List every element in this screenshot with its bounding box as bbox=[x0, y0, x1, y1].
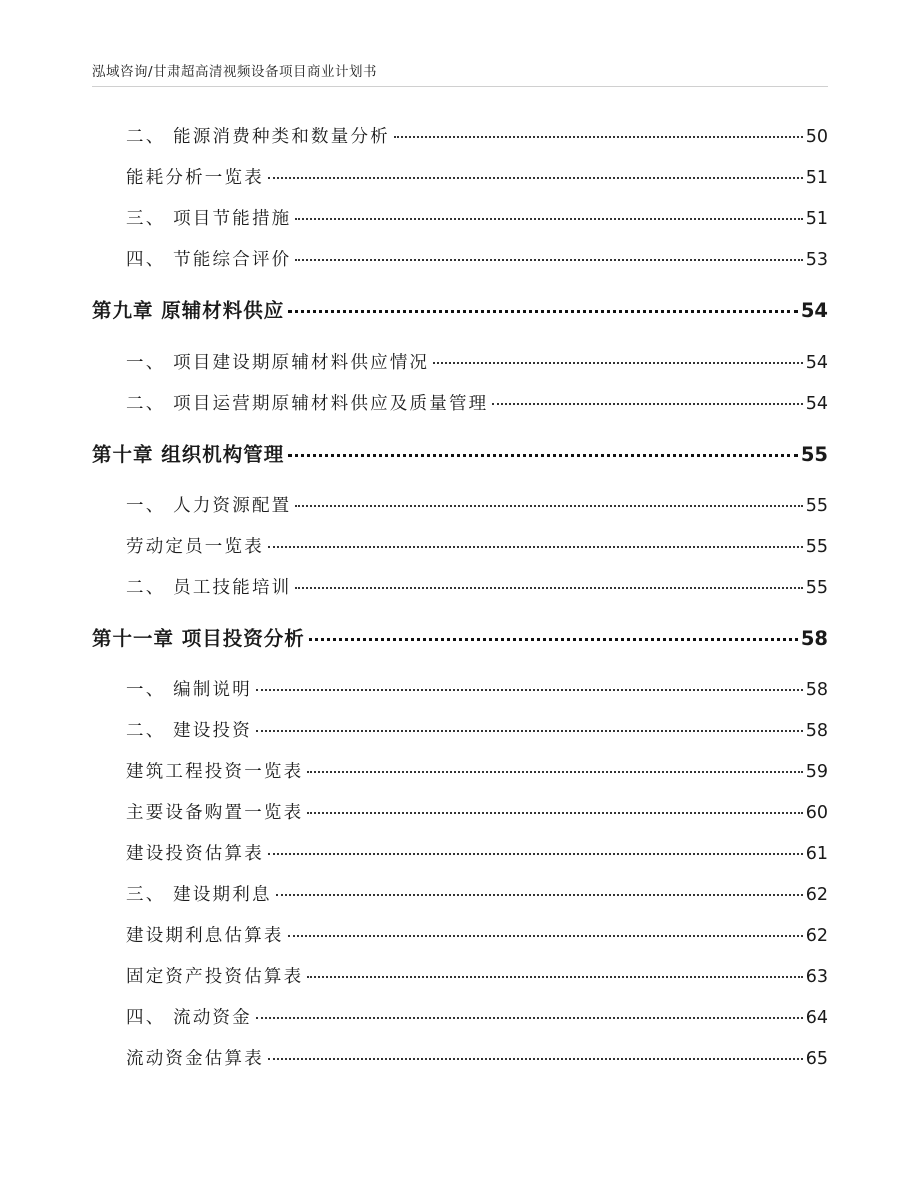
dot-leader bbox=[295, 218, 802, 220]
running-header: 泓域咨询/甘肃超高清视频设备项目商业计划书 bbox=[92, 64, 378, 80]
toc-entry-label: 流动资金估算表 bbox=[126, 1049, 264, 1069]
dot-leader bbox=[295, 259, 802, 261]
dot-leader bbox=[295, 587, 802, 589]
toc-chapter-label: 第十章 组织机构管理 bbox=[92, 443, 285, 466]
toc-page-number: 65 bbox=[805, 1049, 828, 1069]
toc-page-number: 55 bbox=[805, 496, 828, 516]
toc-entry-label: 一、 项目建设期原辅材料供应情况 bbox=[126, 353, 430, 373]
toc-chapter-label: 第九章 原辅材料供应 bbox=[92, 299, 285, 322]
toc-entry-label: 建设期利息估算表 bbox=[126, 926, 284, 946]
toc-page-number: 55 bbox=[800, 443, 828, 466]
toc-page-number: 60 bbox=[805, 803, 828, 823]
toc-page-number: 54 bbox=[805, 394, 828, 414]
toc-entry-label: 四、 流动资金 bbox=[126, 1008, 252, 1028]
toc-entry[interactable] bbox=[126, 840, 828, 865]
toc-page-number: 62 bbox=[805, 885, 828, 905]
toc-entry-label: 建设投资估算表 bbox=[126, 844, 264, 864]
toc-page-number: 50 bbox=[805, 127, 828, 147]
toc-entry[interactable] bbox=[126, 963, 828, 988]
toc-entry[interactable] bbox=[126, 922, 828, 947]
toc-page-number: 58 bbox=[800, 627, 828, 650]
toc-entry-label: 能耗分析一览表 bbox=[126, 168, 264, 188]
toc-entry-label: 一、 人力资源配置 bbox=[126, 496, 292, 516]
toc-entry[interactable] bbox=[126, 246, 828, 271]
dot-leader bbox=[276, 894, 803, 896]
toc-entry-label: 三、 项目节能措施 bbox=[126, 209, 292, 229]
dot-leader bbox=[433, 362, 802, 364]
toc-page-number: 59 bbox=[805, 762, 828, 782]
toc-entry-label: 固定资产投资估算表 bbox=[126, 967, 304, 987]
toc-entry[interactable] bbox=[126, 123, 828, 148]
toc-entry[interactable] bbox=[126, 758, 828, 783]
dot-leader bbox=[307, 976, 802, 978]
toc-page-number: 58 bbox=[805, 680, 828, 700]
dot-leader bbox=[268, 1058, 803, 1060]
toc-entry-label: 一、 编制说明 bbox=[126, 680, 252, 700]
toc-entry[interactable] bbox=[126, 881, 828, 906]
toc-page-number: 62 bbox=[805, 926, 828, 946]
dot-leader bbox=[268, 853, 803, 855]
toc-chapter-entry[interactable] bbox=[92, 623, 828, 651]
toc-page-number: 55 bbox=[805, 578, 828, 598]
toc-entry[interactable] bbox=[126, 574, 828, 599]
dot-leader bbox=[309, 638, 798, 641]
toc-entry[interactable] bbox=[126, 799, 828, 824]
toc-entry-label: 四、 节能综合评价 bbox=[126, 250, 292, 270]
toc-entry-label: 三、 建设期利息 bbox=[126, 885, 272, 905]
dot-leader bbox=[256, 1017, 803, 1019]
dot-leader bbox=[307, 771, 802, 773]
toc-entry[interactable] bbox=[126, 1004, 828, 1029]
toc-entry-label: 主要设备购置一览表 bbox=[126, 803, 304, 823]
toc-entry[interactable] bbox=[126, 164, 828, 189]
dot-leader bbox=[288, 310, 798, 313]
dot-leader bbox=[256, 689, 803, 691]
dot-leader bbox=[307, 812, 802, 814]
toc-entry[interactable] bbox=[126, 717, 828, 742]
toc-page-number: 54 bbox=[805, 353, 828, 373]
toc-page-number: 58 bbox=[805, 721, 828, 741]
toc-entry[interactable] bbox=[126, 533, 828, 558]
dot-leader bbox=[295, 505, 802, 507]
toc-entry-label: 二、 能源消费种类和数量分析 bbox=[126, 127, 390, 147]
toc-page-number: 53 bbox=[805, 250, 828, 270]
toc-entry-label: 二、 项目运营期原辅材料供应及质量管理 bbox=[126, 394, 489, 414]
toc-entry[interactable] bbox=[126, 676, 828, 701]
toc-entry[interactable] bbox=[126, 492, 828, 517]
dot-leader bbox=[492, 403, 802, 405]
toc-page-number: 54 bbox=[800, 299, 828, 322]
toc-page-number: 63 bbox=[805, 967, 828, 987]
dot-leader bbox=[268, 177, 803, 179]
toc-chapter-entry[interactable] bbox=[92, 295, 828, 323]
toc-entry[interactable] bbox=[126, 349, 828, 374]
dot-leader bbox=[256, 730, 803, 732]
dot-leader bbox=[268, 546, 803, 548]
dot-leader bbox=[288, 935, 803, 937]
toc-page-number: 61 bbox=[805, 844, 828, 864]
toc-page-number: 64 bbox=[805, 1008, 828, 1028]
toc-entry[interactable] bbox=[126, 390, 828, 415]
toc-entry[interactable] bbox=[126, 205, 828, 230]
dot-leader bbox=[288, 454, 798, 457]
toc-page-number: 51 bbox=[805, 209, 828, 229]
toc-chapter-entry[interactable] bbox=[92, 439, 828, 467]
toc-page-number: 55 bbox=[805, 537, 828, 557]
toc-page-number: 51 bbox=[805, 168, 828, 188]
toc-chapter-label: 第十一章 项目投资分析 bbox=[92, 627, 305, 650]
toc-entry-label: 建筑工程投资一览表 bbox=[126, 762, 304, 782]
toc-entry[interactable] bbox=[126, 1045, 828, 1070]
toc-entry-label: 劳动定员一览表 bbox=[126, 537, 264, 557]
toc-entry-label: 二、 员工技能培训 bbox=[126, 578, 292, 598]
toc-entry-label: 二、 建设投资 bbox=[126, 721, 252, 741]
dot-leader bbox=[394, 136, 803, 138]
